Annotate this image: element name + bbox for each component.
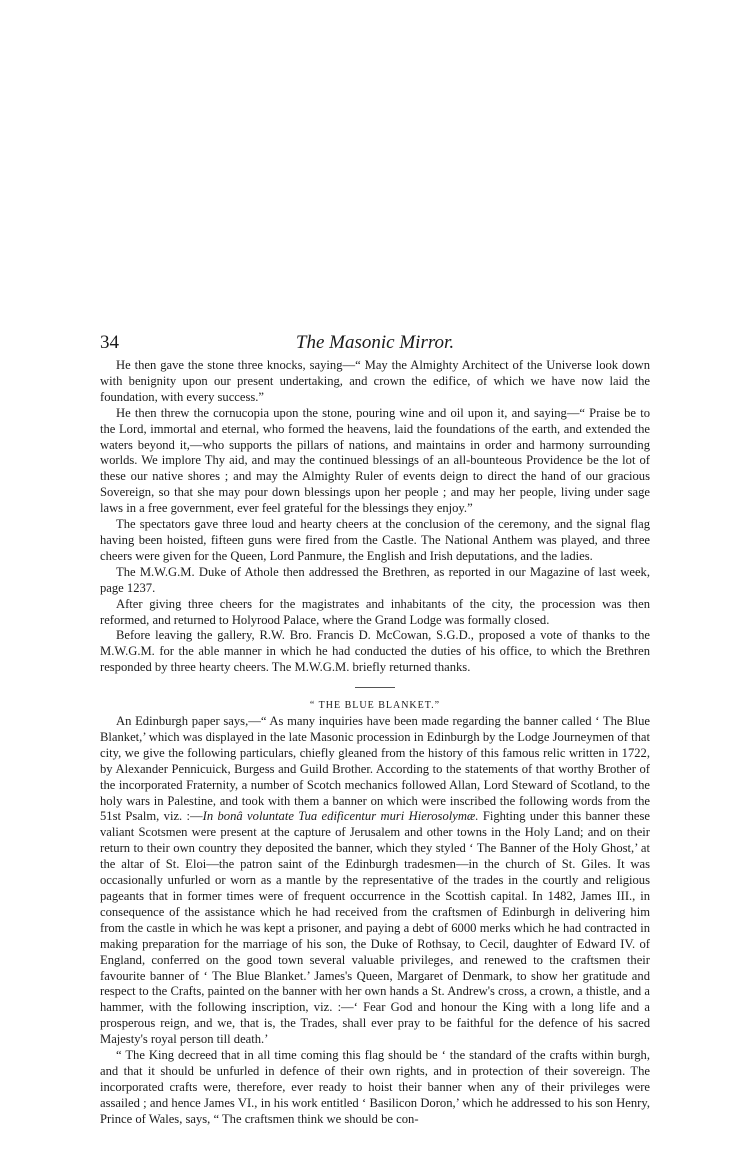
paragraph-procession: After giving three cheers for the magistrates and inhabitants of the city, the procession was then reformed, and returned to Holyrood Palace, where the Grand Lodge was formally closed. xyxy=(100,596,650,627)
section-title: “ THE BLUE BLANKET.” xyxy=(309,700,441,712)
page-number: 34 xyxy=(100,332,119,353)
paragraph-duke-address: The M.W.G.M. Duke of Athole then addressed the Brethren, as reported in our Magazine of last week, page 1237. xyxy=(100,564,650,595)
paragraph-text-after-quote: Fighting under this banner these valiant Scotsmen were present at the capture of Jerusalem and other towns in the Holy Land; and on their return to their own country they deposited the banner, which they styled ‘ The Banner of the Holy Ghost,’ at the altar of St. Eloi—the patron saint of the Edinburgh tradesmen—in the church of St. Giles. It was occasionally unfurled or worn as a mantle by the representative of the trades in the courtly and religious pageants that in former times were of frequent occurrence in the Scottish capital. In 1482, James III., in consequence of the assistance which he had received from the craftsmen of Edinburgh in delivering him from the castle in which he was kept a prisoner, and paying a debt of 6000 merks which he had contracted in making preparation for the marriage of his son, the Duke of Rothsay, to Cecil, daughter of Edward IV. of England, conferred on the good town several valuable privileges, and renewed to the craftsmen their favourite banner of ‘ The Blue Blanket.’ James's Queen, Margaret of Denmark, to show her gratitude and respect to the Crafts, painted on the banner with her own hands a St. Andrew's cross, a crown, a thistle, and a hammer, with the following inscription, viz. :—‘ Fear God and honour the King with a long life and a prosperous reign, and we, that is, the Trades, shall ever pray to be faithful for the defence of his sacred Majesty's royal person till death.’ xyxy=(100,809,650,1047)
page-header xyxy=(100,332,650,356)
article-body xyxy=(100,358,650,1128)
paragraph-king-decree: “ The King decreed that in all time coming this flag should be ‘ the standard of the crafts within burgh, and that it should be unfurled in defence of their own rights, and in protection of their sovereign. The incorporated crafts were, therefore, ever ready to hoist their banner when any of their privileges were assailed ; and hence James VI., in his work entitled ‘ Basilicon Doron,’ which he addressed to his son Henry, Prince of Wales, says, “ The craftsmen think we should be con- xyxy=(100,1048,650,1126)
paragraph-spectators: The spectators gave three loud and hearty cheers at the conclusion of the ceremony, and the signal flag having been hoisted, fifteen guns were fired from the Castle. The National Anthem was played, and three cheers were given for the Queen, Lord Panmure, the English and Irish deputations, and the ladies. xyxy=(100,517,650,563)
paragraph-text-before-quote: An Edinburgh paper says,—“ As many inquiries have been made regarding the banner called ‘ The Blue Blanket,’ which was displayed in the late Masonic procession in Edinburgh by the Lodge Journeymen of that city, we give the following particulars, chiefly gleaned from the history of this famous relic written in 1722, by Alexander Pennicuick, Burgess and Guild Brother. According to the statements of that worthy Brother of the incorporated Fraternity, a number of Scotch mechanics followed Allan, Lord Steward of Scotland, to the holy wars in Palestine, and took with them a banner on which were inscribed the following words from the 51st Psalm, viz. :— xyxy=(100,714,650,824)
section-divider xyxy=(355,687,395,688)
paragraph-blue-blanket-history xyxy=(100,714,650,1048)
paragraph-cornucopia: He then threw the cornucopia upon the stone, pouring wine and oil upon it, and saying—“ Praise be to the Lord, immortal and eternal, who formed the heavens, laid the foundations of the earth, and extended the waters beyond it,—who supports the pillars of nations, and maintains in order and harmony surrounding worlds. We implore Thy aid, and may the continued blessings of an all-bounteous Providence be the lot of these our native shores ; and may the Almighty Ruler of events deign to direct the hand of our gracious Sovereign, so that she may pour down blessings upon her people ; and may her people, living under sage laws in a free government, ever feel grateful for the blessings they enjoy.” xyxy=(100,405,650,516)
latin-quote: In bonâ voluntate Tua edificentur muri Hierosolymæ. xyxy=(202,809,479,824)
running-title: The Masonic Mirror. xyxy=(295,332,455,353)
paragraph-vote-of-thanks: Before leaving the gallery, R.W. Bro. Francis D. McCowan, S.G.D., proposed a vote of thanks to the M.W.G.M. for the able manner in which he had conducted the duties of his office, to which the Brethren responded by three hearty cheers. The M.W.G.M. briefly returned thanks. xyxy=(100,628,650,675)
paragraph-stone-knocks: He then gave the stone three knocks, saying—“ May the Almighty Architect of the Universe look down with benignity upon our present undertaking, and crown the edifice, of which we have now laid the foundation, with every success.” xyxy=(100,358,650,404)
